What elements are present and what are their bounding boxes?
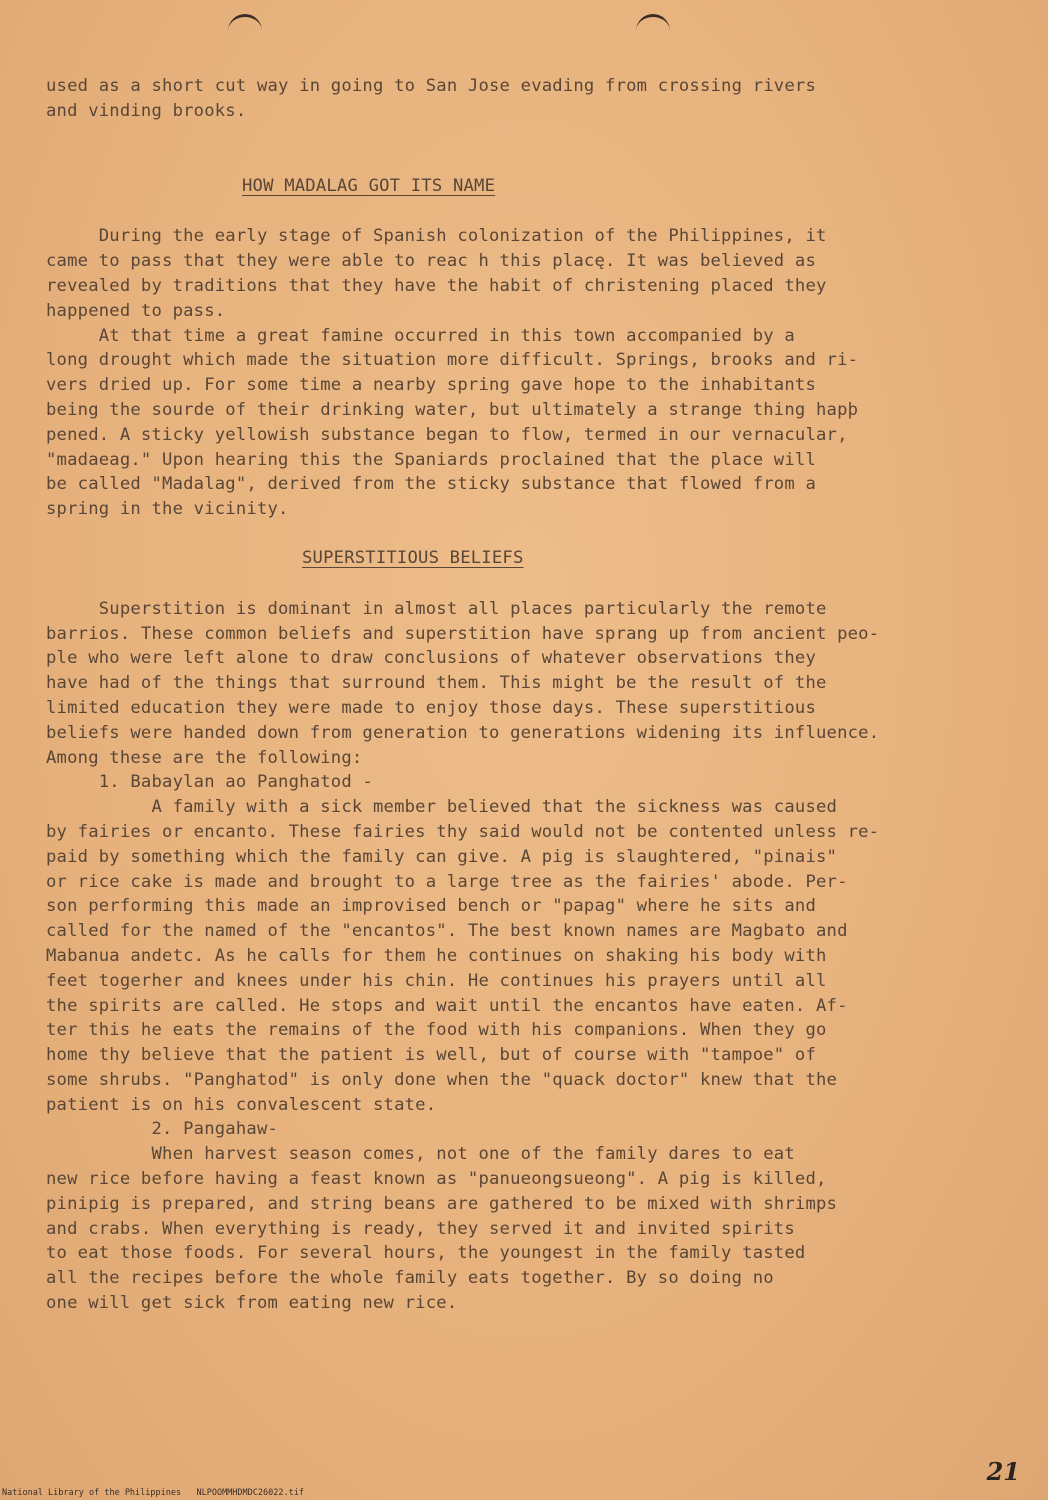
text-line: pened. A sticky yellowish substance began to flow, termed in our vernacular, [46, 424, 848, 445]
text-line: be called "Madalag", derived from the sticky substance that flowed from a [46, 474, 816, 495]
scan-footer [2, 1488, 304, 1498]
text-line: by fairies or encanto. These fairies thy said would not be contented unless re- [46, 821, 880, 842]
text-line: spring in the vicinity. [46, 499, 289, 520]
list-item-heading: 2. Pangahaw- [46, 1119, 279, 1140]
page-number: 21 [986, 1457, 1020, 1486]
text-line: came to pass that they were able to reac h this placę. It was believed as [46, 251, 816, 272]
text-line: new rice before having a feast known as "panueongsueong". A pig is killed, [46, 1169, 827, 1190]
text-line: "madaeag." Upon hearing this the Spaniards proclained that the place will [46, 449, 816, 470]
text-line: Superstition is dominant in almost all places particularly the remote [46, 598, 827, 619]
text-line: to eat those foods. For several hours, the youngest in the family tasted [46, 1243, 806, 1264]
section-heading-madalag: HOW MADALAG GOT ITS NAME [242, 175, 496, 196]
text-line: barrios. These common beliefs and superstition have sprang up from ancient peo- [46, 623, 880, 644]
list-item-heading: 1. Babaylan ao Panghatod - [46, 772, 373, 793]
text-line: revealed by traditions that they have the habit of christening placed they [46, 275, 827, 296]
text-line: When harvest season comes, not one of the family dares to eat [46, 1144, 795, 1165]
text-line: beliefs were handed down from generation to generations widening its influence. [46, 722, 880, 743]
text-line: A family with a sick member believed that the sickness was caused [46, 797, 838, 818]
text-line: called for the named of the "encantos". The best known names are Magbato and [46, 921, 848, 942]
text-line: one will get sick from eating new rice. [46, 1293, 458, 1314]
text-line: son performing this made an improvised bench or "papag" where he sits and [46, 896, 816, 917]
text-line: long drought which made the situation more difficult. Springs, brooks and ri- [46, 350, 859, 371]
file-name: NLPOOMMHDMDC26022.tif [196, 1488, 304, 1498]
text-line: the spirits are called. He stops and wait until the encantos have eaten. Af- [46, 995, 848, 1016]
text-line: feet togerher and knees under his chin. He continues his prayers until all [46, 970, 827, 991]
text-line: At that time a great famine occurred in this town accompanied by a [46, 325, 795, 346]
text-line: all the recipes before the whole family eats together. By so doing no [46, 1268, 774, 1289]
section-madalag-text [46, 224, 1021, 522]
library-name: National Library of the Philippines [2, 1488, 182, 1498]
text-line: paid by something which the family can give. A pig is slaughtered, "pinais" [46, 846, 838, 867]
text-line: or rice cake is made and brought to a large tree as the fairies' abode. Per- [46, 871, 848, 892]
text-line: pinipig is prepared, and string beans are gathered to be mixed with shrimps [46, 1193, 838, 1214]
text-line: vers dried up. For some time a nearby spring gave hope to the inhabitants [46, 375, 816, 396]
text-line: Among these are the following: [46, 747, 363, 768]
text-line: patient is on his convalescent state. [46, 1094, 437, 1115]
text-line: being the sourde of their drinking water, but ultimately a strange thing hapþ [46, 399, 859, 420]
text-line: home thy believe that the patient is well, but of course with "tampoe" of [46, 1045, 816, 1066]
section-heading-superstitious: SUPERSTITIOUS BELIEFS [302, 547, 524, 568]
text-line: During the early stage of Spanish colonization of the Philippines, it [46, 226, 827, 247]
text-line: ter this he eats the remains of the food with his companions. When they go [46, 1020, 827, 1041]
text-line: Mabanua andetc. As he calls for them he continues on shaking his body with [46, 945, 827, 966]
text-line: and crabs. When everything is ready, they served it and invited spirits [46, 1218, 795, 1239]
text-line: have had of the things that surround them. This might be the result of the [46, 673, 827, 694]
intro-line: and vinding brooks. [46, 100, 247, 121]
text-line: happened to pass. [46, 300, 226, 321]
intro-line: used as a short cut way in going to San Jose evading from crossing rivers [46, 76, 816, 96]
text-line: limited education they were made to enjoy those days. These superstitious [46, 697, 816, 718]
section-superstitious-text [46, 597, 1021, 1316]
document-body [46, 74, 1021, 1316]
text-line: some shrubs. "Panghatod" is only done when the "quack doctor" knew that the [46, 1069, 838, 1090]
text-line: ple who were left alone to draw conclusions of whatever observations they [46, 648, 816, 669]
